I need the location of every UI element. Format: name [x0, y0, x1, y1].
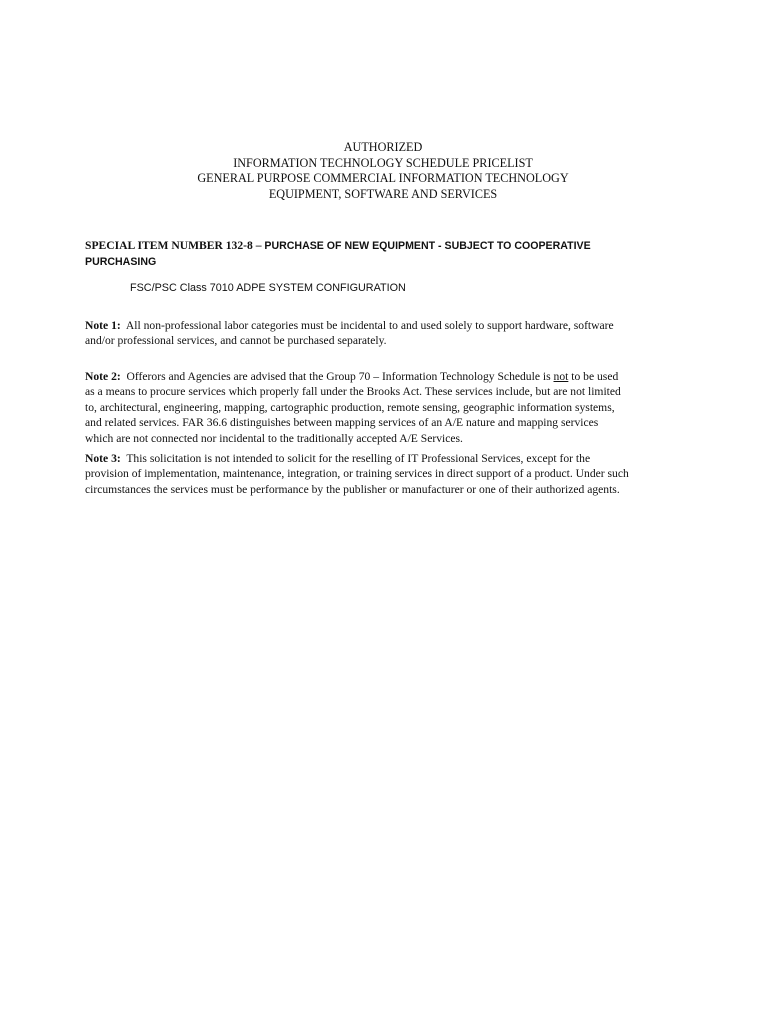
note-1-text-2: and/or professional services, and cannot be purchased separately.: [85, 334, 387, 348]
note-3-label: Note 3:: [85, 452, 121, 465]
title-line-general-purpose: GENERAL PURPOSE COMMERCIAL INFORMATION TECHNOLOGY: [197, 171, 569, 185]
note-2-text-1b: to be used: [571, 370, 619, 383]
special-item-title: PURCHASE OF NEW EQUIPMENT - SUBJECT TO COOPERATIVE: [264, 240, 591, 252]
note-2-text-3: to, architectural, engineering, mapping, cartographic production, remote sensing, geographic information systems,: [85, 400, 615, 414]
fsc-class-line: FSC/PSC Class 7010 ADPE SYSTEM CONFIGURATION: [130, 282, 406, 294]
special-item-heading: [85, 238, 685, 270]
note-2-not-underlined: not: [553, 370, 569, 383]
note-3-text-1: This solicitation is not intended to solicit for the reselling of IT Professional Services, except for the: [126, 452, 591, 465]
note-2-text-2: as a means to procure services which properly fall under the Brooks Act. These services include, but are not limited: [85, 385, 621, 399]
note-1-line-1: [85, 318, 685, 333]
note-1-text-1: All non-professional labor categories must be incidental to and used solely to support hardware, software: [125, 319, 614, 332]
note-2-text-5: which are not connected nor incidental to the traditionally accepted A/E Services.: [85, 431, 463, 445]
note-3-text-2: provision of implementation, maintenance, integration, or training services in direct support of a product. Under such: [85, 467, 629, 481]
note-2-label: Note 2:: [85, 370, 121, 383]
special-item-title-cont: PURCHASING: [85, 256, 157, 268]
note-2-text-1a: Offerors and Agencies are advised that the Group 70 – Information Technology Schedule is: [126, 370, 551, 383]
title-line-equipment: EQUIPMENT, SOFTWARE AND SERVICES: [268, 186, 498, 201]
note-3-text-3: circumstances the services must be performance by the publisher or manufacturer or one of their authorized agents.: [85, 482, 620, 496]
note-3: [85, 451, 685, 497]
note-1-label: Note 1:: [85, 319, 121, 332]
special-item-number: SPECIAL ITEM NUMBER 132-8 –: [85, 239, 262, 252]
note-1: [85, 318, 685, 349]
note-2-line-1: [85, 369, 685, 384]
note-3-line-1: [85, 451, 685, 466]
title-line-authorized: AUTHORIZED: [343, 140, 423, 154]
note-2-text-4: and related services. FAR 36.6 distinguishes between mapping services of an A/E nature and mapping services: [85, 416, 599, 430]
note-2: [85, 369, 685, 446]
document-title: [0, 140, 766, 202]
title-line-pricelist: INFORMATION TECHNOLOGY SCHEDULE PRICELIST: [233, 155, 533, 170]
